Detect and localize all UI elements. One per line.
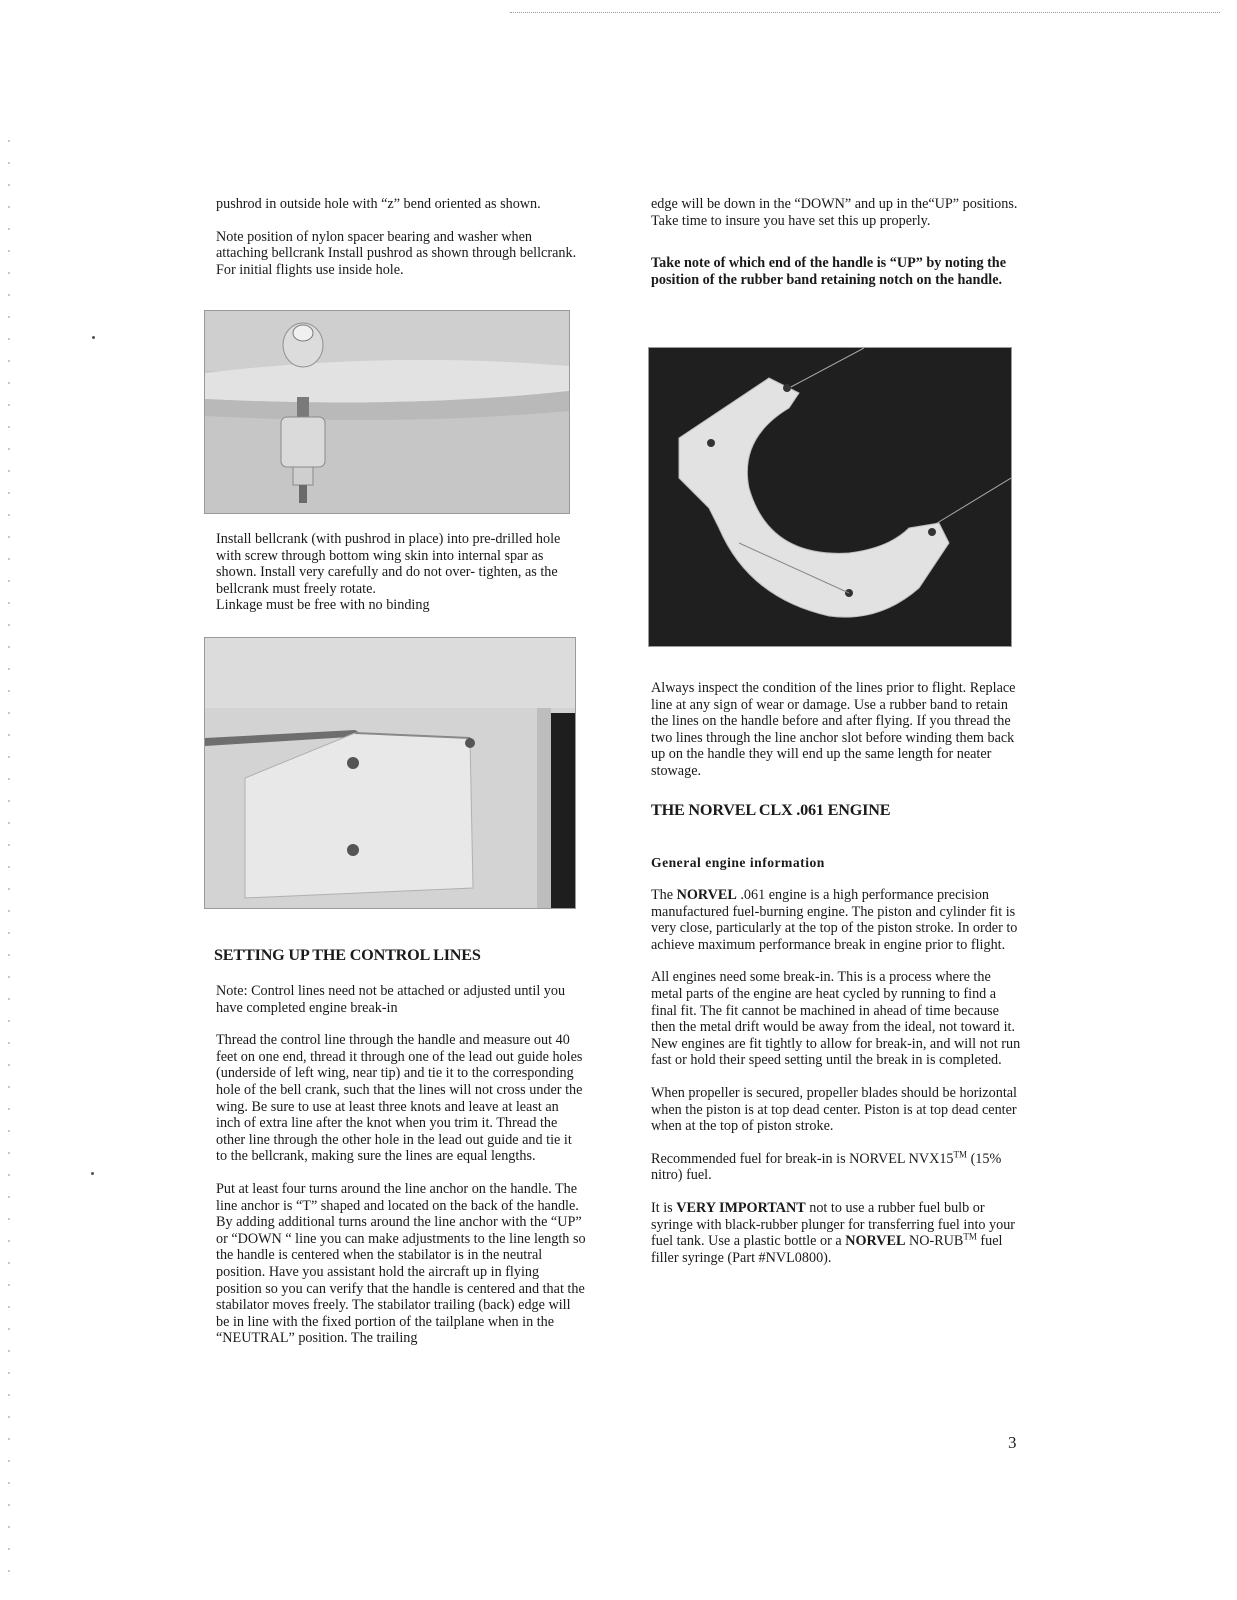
paragraph: Install bellcrank (with pushrod in place) into pre-drilled hole with screw through bottom wing skin into internal spar as shown. Install very carefully and do not over- tighten, as the bellcrank must freely rotate. <box>216 531 561 597</box>
text-run: The <box>651 887 677 903</box>
trademark-symbol: TM <box>953 1148 968 1159</box>
text-run: not to use a rubber fuel bulb or syringe with black-rubber plunger for transferring fuel into your fuel tank. Use a plastic bottle or a <box>651 1199 1016 1250</box>
left-column-intro <box>216 196 586 278</box>
text-run: NO-RUB <box>905 1233 964 1250</box>
text-run: fuel filler syringe (Part #NVL0800). <box>651 1233 1003 1266</box>
section-heading-control-lines: SETTING UP THE CONTROL LINES <box>214 946 481 964</box>
text-run: Recommended fuel for break-in is NORVEL NVX15 <box>651 1150 954 1167</box>
scan-dot <box>92 336 95 339</box>
right-column-intro <box>651 196 1023 288</box>
pushrod-linkage-photo-image <box>205 638 575 908</box>
emphasis: VERY IMPORTANT <box>676 1199 806 1216</box>
subheading-engine-info: General engine information <box>651 855 825 870</box>
handle-note: Take note of which end of the handle is “UP” by noting the position of the rubber band retaining notch on the handle. <box>651 255 1006 288</box>
paragraph: Always inspect the condition of the lines prior to flight. Replace line at any sign of wear or damage. Use a rubber band to retain the lines on the handle before and after flying. If you thread the two lines through the line anchor slot before winding them back up on the handle they will end up the same length for neater stowage. <box>651 680 1016 779</box>
brand-name: NORVEL <box>845 1233 906 1250</box>
right-column-engine-text <box>651 887 1023 1266</box>
paragraph: Note: Control lines need not be attached or adjusted until you have completed engine break-in <box>216 983 566 1016</box>
scan-top-line <box>510 12 1220 13</box>
paragraph: All engines need some break-in. This is a process where the metal parts of the engine are heat cycled by running to find a final fit. The fit cannot be machined in ahead of time because then the metal drift would be away from the ideal, not toward it. New engines are fit tightly to allow for break-in, and will not run fast or hold their speed setting until the break in is completed. <box>651 969 1021 1069</box>
paragraph <box>651 1148 1023 1184</box>
bellcrank-photo <box>204 310 570 514</box>
paragraph: Note position of nylon spacer bearing and washer when attaching bellcrank Install pushrod as shown through bellcrank. For initial flights use inside hole. <box>216 228 577 278</box>
text-run: It is <box>651 1199 677 1216</box>
pushrod-linkage-photo <box>204 637 576 909</box>
paragraph: When propeller is secured, propeller blades should be horizontal when the piston is at top dead center. Piston is at top dead center when at the top of piston stroke. <box>651 1084 1017 1135</box>
trademark-symbol: TM <box>963 1231 977 1242</box>
scan-dot <box>91 1172 94 1175</box>
paragraph <box>651 887 1023 953</box>
right-column-lines-care <box>651 680 1023 780</box>
control-handle-photo <box>648 347 1012 647</box>
text-run: .061 engine is a high performance precision manufactured fuel-burning engine. The piston and cylinder fit is very close, particularly at the top of the piston stroke. In order to achieve maximum performance break in engine prior to flight. <box>651 887 1018 953</box>
text-run: (15% nitro) fuel. <box>651 1150 1002 1184</box>
section-heading-engine: THE NORVEL CLX .061 ENGINE <box>651 801 891 819</box>
left-column-bellcrank-text <box>216 531 586 614</box>
paragraph: Linkage must be free with no binding <box>216 597 430 614</box>
bellcrank-photo-image <box>205 311 569 513</box>
control-handle-photo-image <box>649 348 1011 646</box>
paragraph: pushrod in outside hole with “z” bend oriented as shown. <box>216 196 541 212</box>
left-column-control-lines <box>216 983 586 1347</box>
paragraph: Put at least four turns around the line anchor on the handle. The line anchor is “T” shaped and located on the back of the handle. By adding additional turns around the line anchor with the “UP” or “DOWN “ line you can make adjustments to the line length so the handle is centered when the stabilator is in the neutral position. Have you assistant hold the aircraft up in flying position so you can verify that the handle is centered and that the stabilator moves freely. The stabilator trailing (back) edge will be in line with the fixed portion of the tailplane when in the “NEUTRAL” position. The trailing <box>216 1180 586 1347</box>
paragraph: edge will be down in the “DOWN” and up in the“UP” positions. Take time to insure you have set this up properly. <box>651 196 1018 229</box>
brand-name: NORVEL <box>676 887 737 903</box>
scan-edge-marks <box>8 140 10 1580</box>
paragraph <box>651 1200 1023 1266</box>
paragraph: Thread the control line through the handle and measure out 40 feet on one end, thread it through one of the lead out guide holes (underside of left wing, near tip) and tie it to the corresponding hole of the bell crank, such that the lines will not cross under the wing. Be sure to use at least three knots and leave at least an inch of extra line after the knot when you trim it. Thread the other line through the other hole in the lead out guide and tie it to the bellcrank, making sure the lines are equal lengths. <box>216 1032 583 1165</box>
page-number: 3 <box>1008 1433 1017 1452</box>
